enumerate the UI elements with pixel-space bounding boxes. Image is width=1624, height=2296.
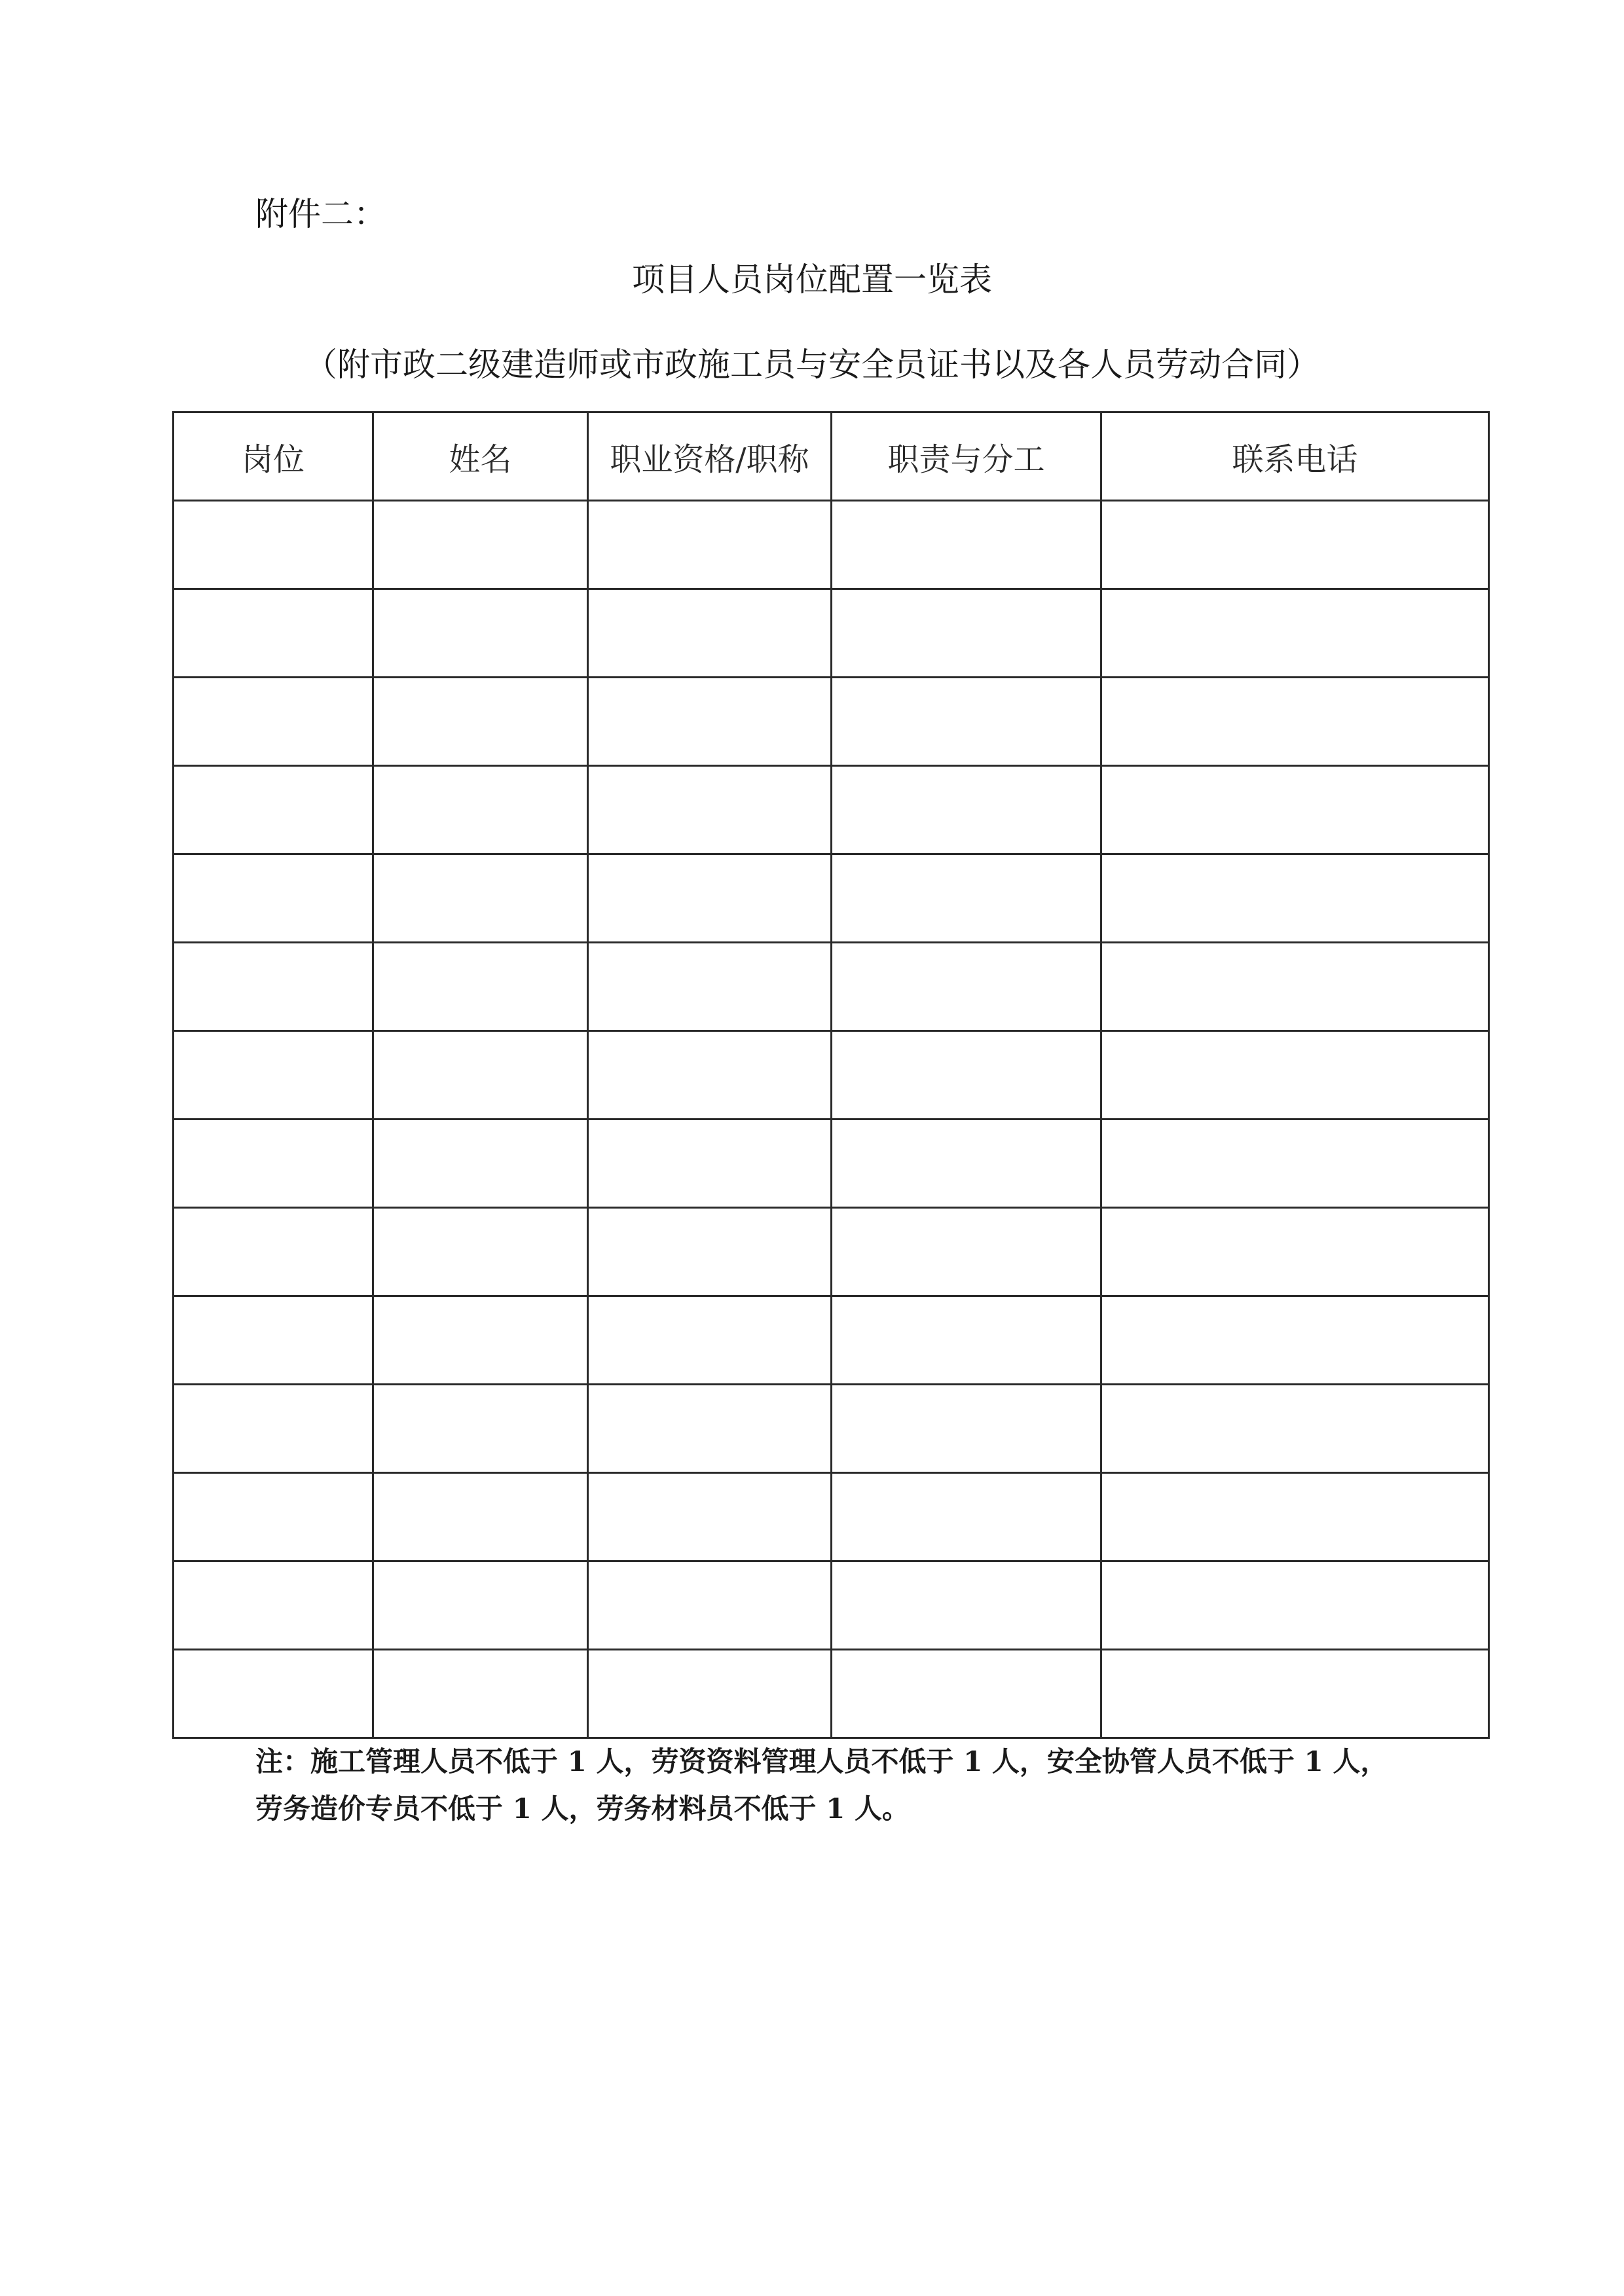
- document-title: 项目人员岗位配置一览表: [632, 261, 992, 299]
- cell-position[interactable]: [174, 943, 373, 1031]
- header-duties: 职责与分工: [832, 412, 1101, 501]
- table-row: [174, 1473, 1489, 1561]
- cell-phone[interactable]: [1101, 589, 1489, 678]
- cell-name[interactable]: [373, 943, 588, 1031]
- table-row: [174, 1561, 1489, 1650]
- cell-qualification[interactable]: [588, 1296, 832, 1385]
- cell-position[interactable]: [174, 1120, 373, 1208]
- cell-phone[interactable]: [1101, 943, 1489, 1031]
- table-row: [174, 854, 1489, 943]
- attachment-label: 附件二：: [255, 195, 386, 233]
- cell-qualification[interactable]: [588, 589, 832, 678]
- cell-phone[interactable]: [1101, 1473, 1489, 1561]
- cell-name[interactable]: [373, 766, 588, 854]
- header-position: 岗位: [174, 412, 373, 501]
- cell-qualification[interactable]: [588, 943, 832, 1031]
- footnote: [255, 1738, 1434, 1832]
- table-row: [174, 1120, 1489, 1208]
- table-row: [174, 1650, 1489, 1738]
- header-phone: 联系电话: [1101, 412, 1489, 501]
- cell-duties[interactable]: [832, 678, 1101, 766]
- cell-name[interactable]: [373, 1296, 588, 1385]
- cell-position[interactable]: [174, 1296, 373, 1385]
- table-row: [174, 766, 1489, 854]
- cell-qualification[interactable]: [588, 1650, 832, 1738]
- cell-qualification[interactable]: [588, 1031, 832, 1120]
- cell-duties[interactable]: [832, 1473, 1101, 1561]
- cell-phone[interactable]: [1101, 678, 1489, 766]
- cell-phone[interactable]: [1101, 1561, 1489, 1650]
- cell-duties[interactable]: [832, 943, 1101, 1031]
- cell-name[interactable]: [373, 1120, 588, 1208]
- cell-position[interactable]: [174, 1473, 373, 1561]
- cell-duties[interactable]: [832, 501, 1101, 589]
- cell-position[interactable]: [174, 1385, 373, 1473]
- cell-duties[interactable]: [832, 1385, 1101, 1473]
- cell-phone[interactable]: [1101, 501, 1489, 589]
- cell-name[interactable]: [373, 1031, 588, 1120]
- table-body: [174, 501, 1489, 1738]
- cell-position[interactable]: [174, 1650, 373, 1738]
- cell-phone[interactable]: [1101, 766, 1489, 854]
- table-row: [174, 589, 1489, 678]
- cell-duties[interactable]: [832, 1650, 1101, 1738]
- table-row: [174, 1208, 1489, 1296]
- cell-name[interactable]: [373, 1385, 588, 1473]
- cell-phone[interactable]: [1101, 1120, 1489, 1208]
- cell-qualification[interactable]: [588, 1385, 832, 1473]
- cell-name[interactable]: [373, 1650, 588, 1738]
- table-header-row: [174, 412, 1489, 501]
- cell-qualification[interactable]: [588, 766, 832, 854]
- cell-name[interactable]: [373, 1208, 588, 1296]
- cell-name[interactable]: [373, 589, 588, 678]
- cell-duties[interactable]: [832, 589, 1101, 678]
- cell-phone[interactable]: [1101, 854, 1489, 943]
- cell-duties[interactable]: [832, 766, 1101, 854]
- cell-position[interactable]: [174, 1031, 373, 1120]
- cell-phone[interactable]: [1101, 1031, 1489, 1120]
- table-row: [174, 1296, 1489, 1385]
- cell-qualification[interactable]: [588, 1208, 832, 1296]
- cell-qualification[interactable]: [588, 1473, 832, 1561]
- document-subtitle: （附市政二级建造师或市政施工员与安全员证书以及各人员劳动合同）: [304, 346, 1320, 384]
- footnote-line-1: 注：施工管理人员不低于 1 人，劳资资料管理人员不低于 1 人，安全协管人员不低于 1 人，: [255, 1745, 1388, 1777]
- cell-position[interactable]: [174, 854, 373, 943]
- cell-position[interactable]: [174, 1208, 373, 1296]
- table-row: [174, 1385, 1489, 1473]
- cell-qualification[interactable]: [588, 854, 832, 943]
- cell-qualification[interactable]: [588, 1561, 832, 1650]
- cell-qualification[interactable]: [588, 1120, 832, 1208]
- cell-duties[interactable]: [832, 1561, 1101, 1650]
- cell-phone[interactable]: [1101, 1385, 1489, 1473]
- table-row: [174, 678, 1489, 766]
- cell-phone[interactable]: [1101, 1296, 1489, 1385]
- cell-phone[interactable]: [1101, 1650, 1489, 1738]
- header-qualification: 职业资格/职称: [588, 412, 832, 501]
- cell-qualification[interactable]: [588, 678, 832, 766]
- cell-duties[interactable]: [832, 1208, 1101, 1296]
- cell-name[interactable]: [373, 501, 588, 589]
- cell-phone[interactable]: [1101, 1208, 1489, 1296]
- staff-position-table: [172, 411, 1490, 1739]
- cell-name[interactable]: [373, 1473, 588, 1561]
- cell-duties[interactable]: [832, 1031, 1101, 1120]
- cell-qualification[interactable]: [588, 501, 832, 589]
- cell-position[interactable]: [174, 1561, 373, 1650]
- cell-position[interactable]: [174, 501, 373, 589]
- footnote-line-2: 劳务造价专员不低于 1 人，劳务材料员不低于 1 人。: [255, 1793, 910, 1825]
- cell-position[interactable]: [174, 589, 373, 678]
- cell-duties[interactable]: [832, 854, 1101, 943]
- cell-duties[interactable]: [832, 1120, 1101, 1208]
- cell-name[interactable]: [373, 854, 588, 943]
- cell-position[interactable]: [174, 678, 373, 766]
- cell-position[interactable]: [174, 766, 373, 854]
- table-row: [174, 1031, 1489, 1120]
- cell-duties[interactable]: [832, 1296, 1101, 1385]
- cell-name[interactable]: [373, 678, 588, 766]
- table-row: [174, 501, 1489, 589]
- table-row: [174, 943, 1489, 1031]
- cell-name[interactable]: [373, 1561, 588, 1650]
- header-name: 姓名: [373, 412, 588, 501]
